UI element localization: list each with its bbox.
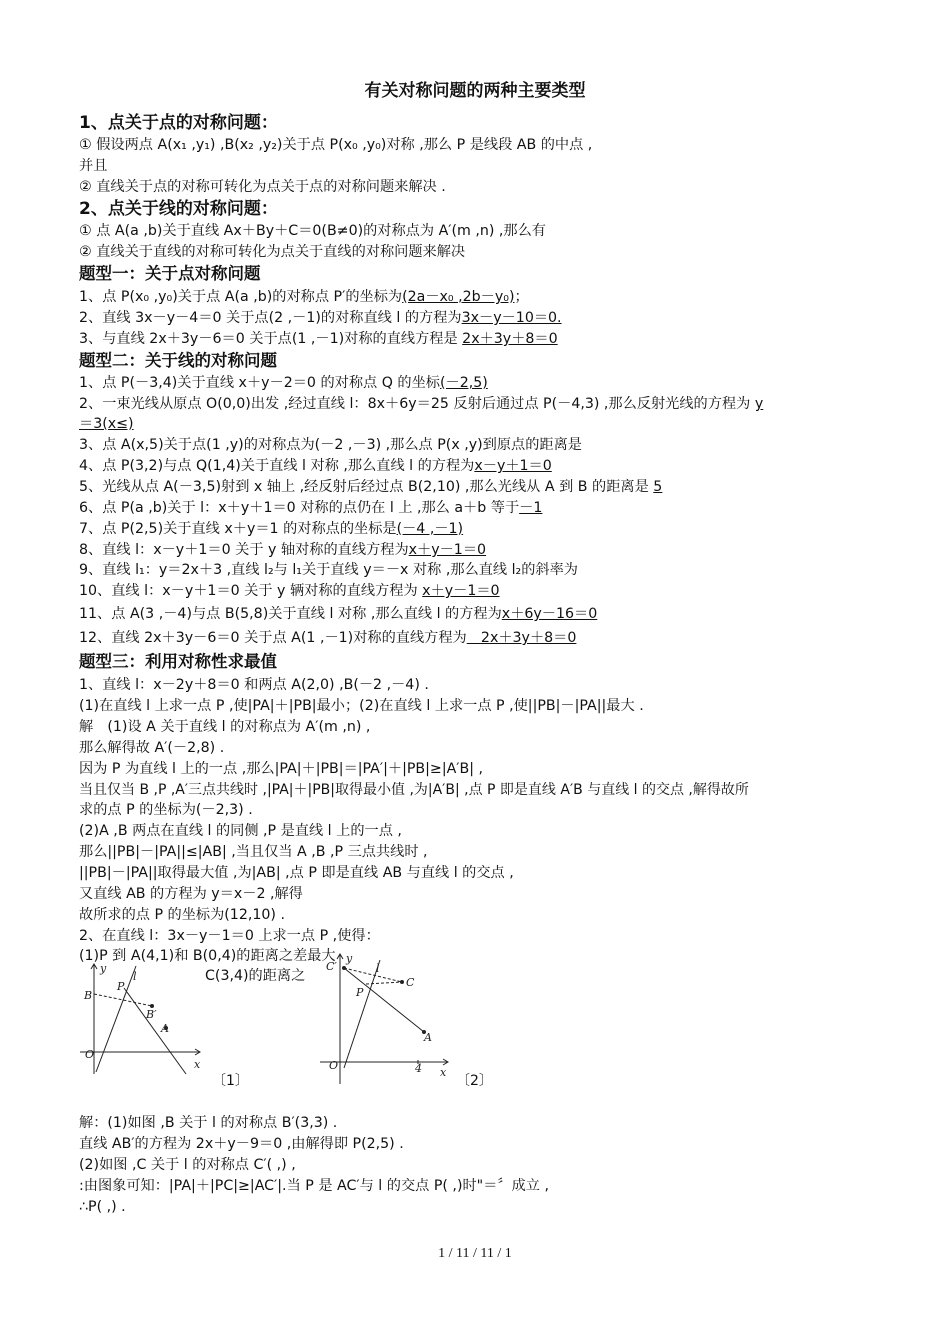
type-3-line-2: (1)在直线 l 上求一点 P ,使|PA|＋|PB|最小；(2)在直线 l 上求一点 P ,使||PB|－|PA||最大 .	[79, 698, 644, 714]
fig2-label-c-prime: C′	[326, 960, 337, 973]
solution-line-2: 直线 AB′的方程为 2x＋y－9＝0 ,由解得即 P(2,5) .	[79, 1136, 404, 1152]
type-2-question-1: 1、点 P(－3,4)关于直线 x＋y－2＝0 的对称点 Q 的坐标(－2,5)	[79, 375, 488, 391]
solution-line-1: 解：(1)如图 ,B 关于 l 的对称点 B′(3,3) .	[79, 1115, 338, 1131]
type-3-line-7: 求的点 P 的坐标为(－2,3) .	[79, 802, 253, 818]
type-1-question-3: 3、与直线 2x＋3y－6＝0 关于点(1 ,－1)对称的直线方程是 2x＋3y＋8＝0	[79, 331, 558, 347]
fig1-label-p: P	[117, 980, 125, 993]
section-1-line-3: ② 直线关于点的对称可转化为点关于点的对称问题来解决 .	[79, 179, 446, 195]
section-2-line-2: ② 直线关于直线的对称可转化为点关于直线的对称问题来解决	[79, 244, 466, 260]
type-3-heading: 题型三：利用对称性求最值	[79, 652, 277, 671]
type-1-question-1: 1、点 P(x₀ ,y₀)关于点 A(a ,b)的对称点 P′的坐标为(2a－x₀ ,2b－y₀)；	[79, 289, 529, 305]
figure-1-caption: 〔1〕	[212, 1073, 249, 1089]
type-3-line-11: 又直线 AB 的方程为 y＝x－2 ,解得	[79, 886, 303, 902]
type-3-line-15: C(3,4)的距离之	[205, 968, 306, 984]
type-1-question-2: 2、直线 3x－y－4＝0 关于点(2 ,－1)的对称直线 l 的方程为3x－y－10＝0.	[79, 310, 562, 326]
type-2-question-11: 11、点 A(3 ,－4)与点 B(5,8)关于直线 l 对称 ,那么直线 l 的方程为x＋6y－16＝0	[79, 606, 598, 622]
solution-line-4: :由图象可知：|PA|＋|PC|≥|AC′|.当 P 是 AC′与 l 的交点 P( ,)时"＝〞成立 ,	[79, 1178, 549, 1194]
fig1-label-a: A	[161, 1022, 169, 1035]
type-2-heading: 题型二：关于线的对称问题	[79, 351, 277, 370]
fig1-line-pa	[124, 988, 186, 1074]
fig2-point-c-prime	[342, 966, 346, 970]
fig2-label-l: l	[376, 962, 380, 975]
type-2-question-2-cont: ＝3(x≤)	[79, 416, 134, 432]
fig2-label-a: A	[424, 1031, 432, 1044]
type-2-question-6: 6、点 P(a ,b)关于 l：x＋y＋1＝0 对称的点仍在 l 上 ,那么 a＋b 等于－1	[79, 500, 543, 516]
type-3-line-4: 那么解得故 A′(－2,8) .	[79, 740, 225, 756]
figure-2-caption: 〔2〕	[456, 1073, 493, 1089]
fig1-label-l: l	[133, 970, 137, 983]
fig1-label-y: y	[100, 962, 107, 975]
type-3-line-13: 2、在直线 l：3x－y－1＝0 上求一点 P ,使得：	[79, 928, 380, 944]
solution-line-5: ∴P( ,) .	[79, 1199, 126, 1215]
type-3-line-9: 那么||PB|－|PA||≤|AB| ,当且仅当 A ,B ,P 三点共线时 ,	[79, 844, 428, 860]
type-3-line-8: (2)A ,B 两点在直线 l 的同侧 ,P 是直线 l 上的一点 ,	[79, 823, 402, 839]
type-2-question-10: 10、直线 l：x－y＋1＝0 关于 y 辆对称的直线方程为 x＋y－1＝0	[79, 583, 500, 599]
fig2-point-c	[400, 980, 404, 984]
type-2-question-12: 12、直线 2x＋3y－6＝0 关于点 A(1 ,－1)对称的直线方程为 2x＋3y＋8＝0	[79, 630, 577, 646]
fig2-label-o: O	[329, 1059, 339, 1072]
page-number: 1 / 11 / 11 / 1	[438, 1246, 512, 1261]
solution-line-3: (2)如图 ,C 关于 l 的对称点 C′( ,) ,	[79, 1157, 296, 1173]
fig1-label-b-prime: B′	[146, 1008, 157, 1021]
type-3-line-10: ||PB|－|PA||取得最大值 ,为|AB| ,点 P 即是直线 AB 与直线 l 的交点 ,	[79, 865, 514, 881]
type-3-line-14: (1)P 到 A(4,1)和 B(0,4)的距离之差最大	[79, 948, 336, 964]
fig2-label-c: C	[406, 976, 415, 989]
fig2-label-4: 4	[415, 1062, 422, 1075]
fig2-line-pc	[366, 982, 402, 984]
type-3-line-3: 解 (1)设 A 关于直线 l 的对称点为 A′(m ,n) ,	[79, 719, 371, 735]
section-2-heading: 2、点关于线的对称问题：	[79, 199, 278, 219]
fig1-label-x: x	[194, 1058, 201, 1071]
page-title: 有关对称问题的两种主要类型	[364, 81, 586, 101]
type-2-question-4: 4、点 P(3,2)与点 Q(1,4)关于直线 l 对称 ,那么直线 l 的方程为x－y＋1＝0	[79, 458, 552, 474]
section-1-line-1: ① 假设两点 A(x₁ ,y₁) ,B(x₂ ,y₂)关于点 P(x₀ ,y₀)对称 ,那么 P 是线段 AB 的中点 ,	[79, 137, 593, 153]
figure-1	[76, 958, 210, 1080]
fig2-label-p: P	[356, 986, 364, 999]
type-2-question-8: 8、直线 l：x－y＋1＝0 关于 y 轴对称的直线方程为x＋y－1＝0	[79, 542, 487, 558]
fig1-label-b: B	[84, 989, 93, 1002]
type-3-line-1: 1、直线 l：x－2y＋8＝0 和两点 A(2,0) ,B(－2 ,－4) .	[79, 677, 429, 693]
section-1-line-2: 并且	[79, 158, 108, 174]
type-2-question-5: 5、光线从点 A(－3,5)射到 x 轴上 ,经反射后经过点 B(2,10) ,那么光线从 A 到 B 的距离是 5	[79, 479, 663, 495]
type-1-heading: 题型一：关于点对称问题	[79, 264, 261, 283]
fig2-label-y: y	[346, 952, 353, 965]
fig2-label-x: x	[440, 1066, 447, 1079]
fig2-line-l	[344, 960, 380, 1068]
type-2-question-9: 9、直线 l₁：y＝2x＋3 ,直线 l₂与 l₁关于直线 y＝－x 对称 ,那么直线 l₂的斜率为	[79, 562, 578, 578]
type-3-line-5: 因为 P 为直线 l 上的一点 ,那么|PA|＋|PB|＝|PA′|＋|PB|≥|A′B| ,	[79, 761, 484, 777]
type-2-question-3: 3、点 A(x,5)关于点(1 ,y)的对称点为(－2 ,－3) ,那么点 P(x ,y)到原点的距离是	[79, 437, 582, 453]
figure-2	[314, 948, 454, 1088]
section-1-heading: 1、点关于点的对称问题：	[79, 113, 278, 133]
fig1-label-o: O	[85, 1048, 95, 1061]
type-2-question-7: 7、点 P(2,5)关于直线 x＋y＝1 的对称点的坐标是(－4 ,－1)	[79, 521, 464, 537]
fig1-line-l	[96, 966, 136, 1072]
type-2-question-2: 2、一束光线从原点 O(0,0)出发 ,经过直线 l：8x＋6y＝25 反射后通过点 P(－4,3) ,那么反射光线的方程为 y	[79, 396, 764, 412]
type-3-line-6: 当且仅当 B ,P ,A′三点共线时 ,|PA|＋|PB|取得最小值 ,为|A′B| ,点 P 即是直线 A′B 与直线 l 的交点 ,解得故所	[79, 782, 749, 798]
section-2-line-1: ① 点 A(a ,b)关于直线 Ax＋By＋C＝0(B≠0)的对称点为 A′(m ,n) ,那么有	[79, 223, 546, 239]
type-3-line-12: 故所求的点 P 的坐标为(12,10) .	[79, 907, 285, 923]
